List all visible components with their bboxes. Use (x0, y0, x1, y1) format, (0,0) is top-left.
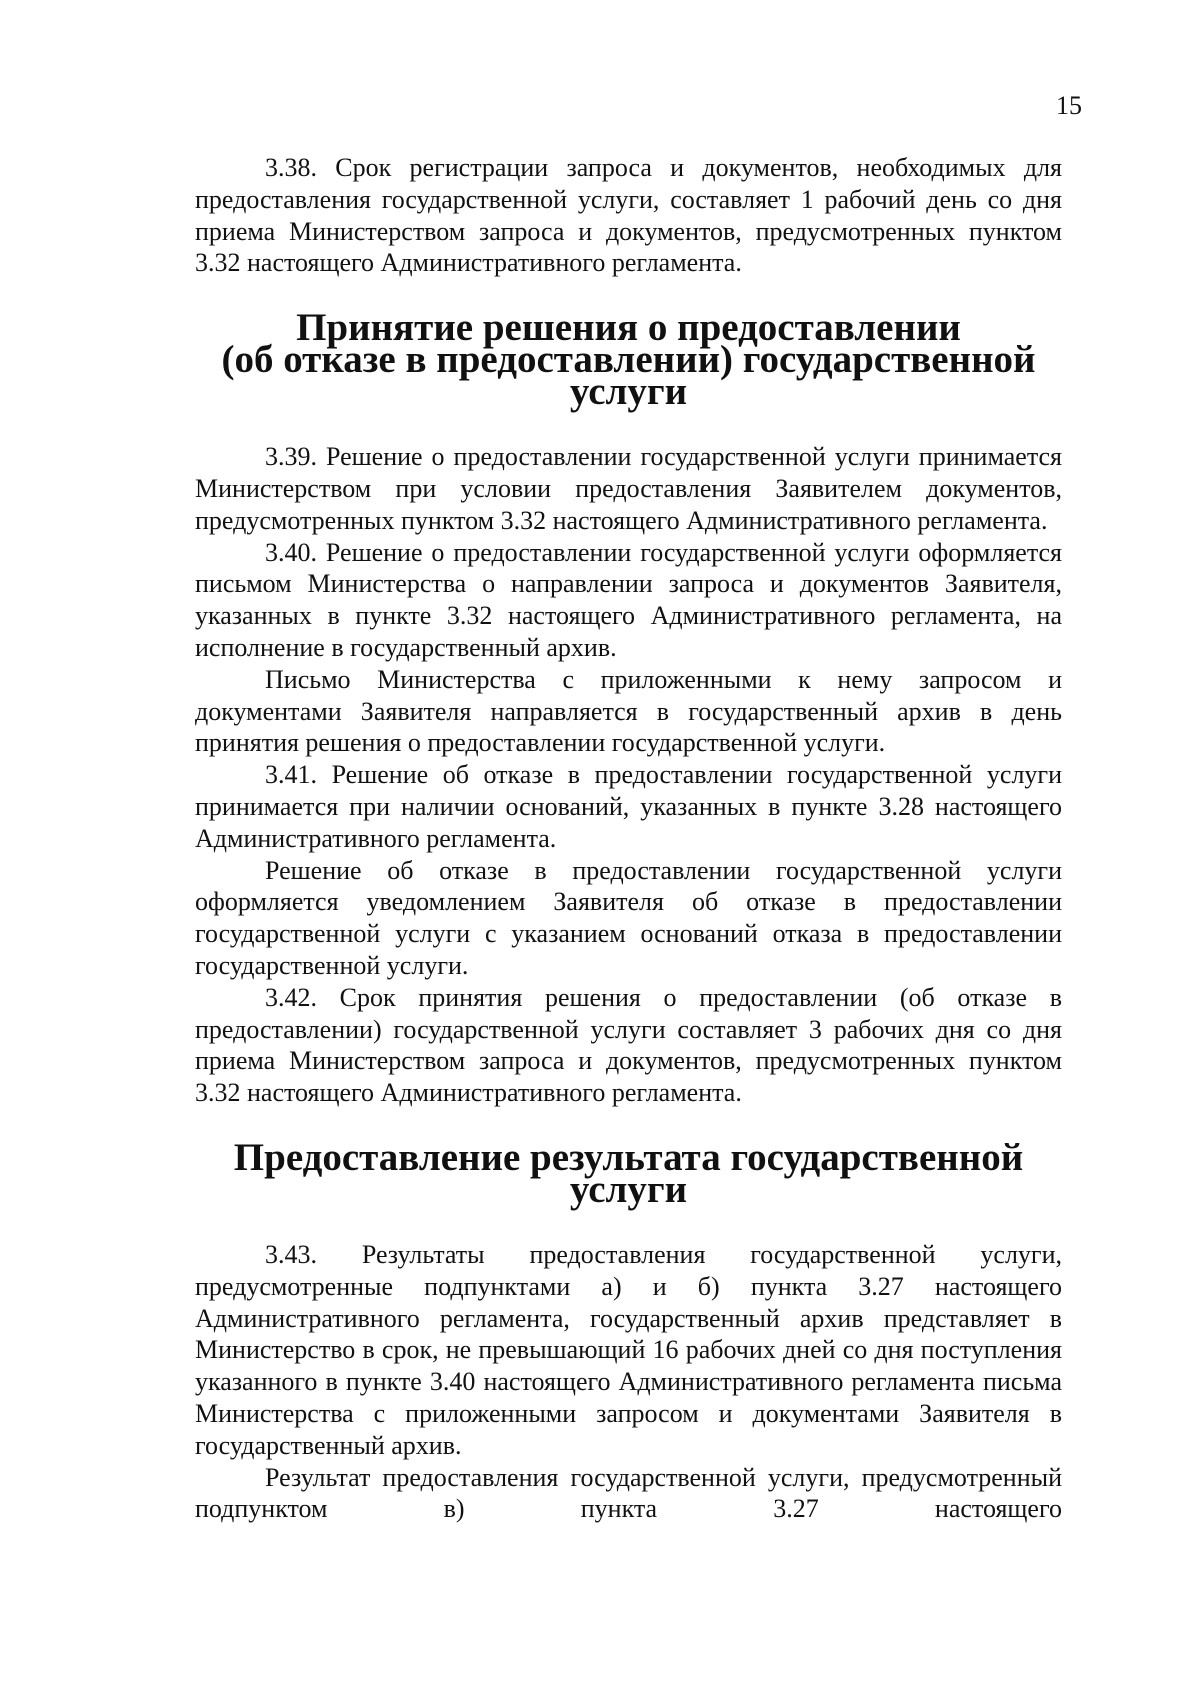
paragraph-3-40: 3.40. Решение о предоставлении государственной услуги оформляется письмом Министерства о направлении запроса и документов Заявителя, указанных в пункте 3.32 настоящего Административного регламента, на исполнение в государственный архив. (195, 537, 1062, 662)
paragraph-3-43-result: Результат предоставления государственной услуги, предусмотренный подпунктом в) пункта 3.27 настоящего (195, 1462, 1062, 1524)
paragraph-3-38: 3.38. Срок регистрации запроса и документов, необходимых для предоставления государственной услуги, составляет 1 рабочий день со дня приема Министерством запроса и документов, предусмотренных пунктом 3.32 настоящего Административного регламента. (195, 153, 1062, 278)
section-heading-decision (195, 306, 1062, 414)
paragraph-3-41-refusal: Решение об отказе в предоставлении государственной услуги оформляется уведомлением Заявителя об отказе в предоставлении государственной услуги с указанием оснований отказа в предоставлении государственной услуги. (195, 855, 1062, 980)
document-body (195, 152, 1062, 1525)
page-number: 15 (1056, 91, 1082, 120)
heading-line-1: Принятие решения о предоставлении (296, 306, 961, 350)
section-decision-body (195, 441, 1062, 1109)
paragraph-3-42: 3.42. Срок принятия решения о предоставлении (об отказе в предоставлении) государственной услуги составляет 3 рабочих дня со дня приема Министерством запроса и документов, предусмотренных пунктом 3.32 настоящего Административного регламента. (195, 982, 1062, 1108)
paragraph-3-43: 3.43. Результаты предоставления государственной услуги, предусмотренные подпунктами а) и б) пункта 3.27 настоящего Административного регламента, государственный архив представляет в Министерство в срок, не превышающий 16 рабочих дней со дня поступления указанного в пункте 3.40 настоящего Административного регламента письма Министерства с приложенными запросом и документами Заявителя в государственный архив. (195, 1239, 1062, 1460)
section-heading-result: Предоставление результата государственной услуги (233, 1135, 1024, 1211)
paragraph-3-40-letter: Письмо Министерства с приложенными к нему запросом и документами Заявителя направляется в государственный архив в день принятия решения о предоставлении государственной услуги. (195, 664, 1062, 758)
section-result-body (195, 1239, 1062, 1525)
heading-line-2: (об отказе в предоставлении) государственной услуги (221, 338, 1036, 414)
paragraph-3-39: 3.39. Решение о предоставлении государственной услуги принимается Министерством при условии предоставления Заявителем документов, предусмотренных пунктом 3.32 настоящего Административного регламента. (195, 442, 1062, 535)
paragraph-3-41: 3.41. Решение об отказе в предоставлении государственной услуги принимается при наличии оснований, указанных в пункте 3.28 настоящего Административного регламента. (195, 760, 1062, 853)
